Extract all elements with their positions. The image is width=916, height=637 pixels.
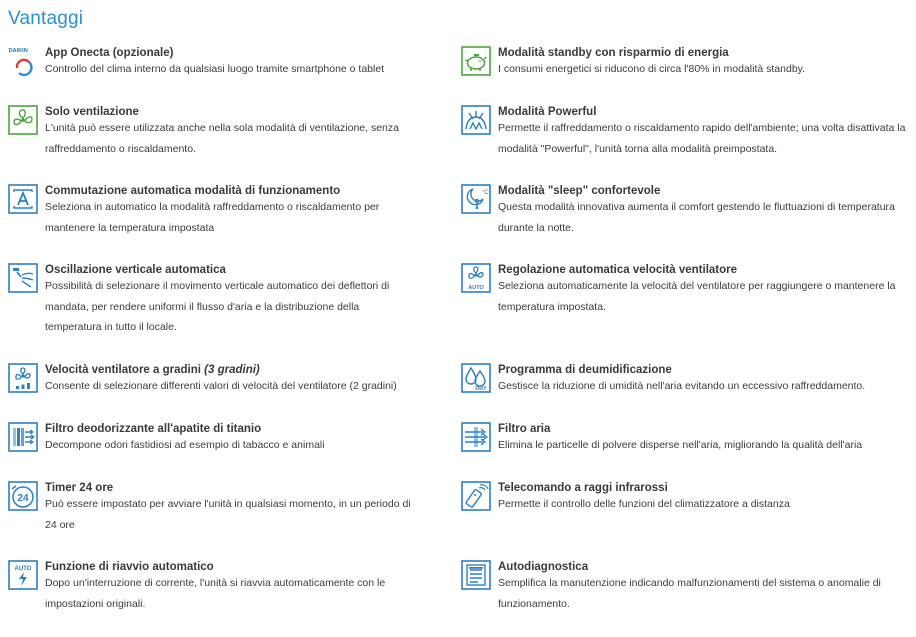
feature-description: Seleziona automaticamente la velocità del ventilatore per raggiungere o mantenere la temperatura impostata. xyxy=(498,280,896,313)
feature-description: Dopo un'interruzione di corrente, l'unità si riavvia automaticamente con le impostazioni originali. xyxy=(45,577,386,610)
feature-description: Questa modalità innovativa aumenta il comfort gestendo le fluttuazioni di temperatura durante la notte. xyxy=(498,201,895,234)
feature-title-main: Velocità ventilatore a gradini xyxy=(45,364,201,376)
feature-title: Oscillazione verticale automatica xyxy=(45,264,226,276)
vertical-swing-icon xyxy=(8,263,38,293)
feature-description: Possibilità di selezionare il movimento verticale automatico dei deflettori di mandata, per rendere uniformi il flusso d'aria e la distribuzione della temperatura in tutto il locale. xyxy=(45,280,390,333)
auto-mode-icon xyxy=(8,184,38,214)
feature-description: Permette il controllo delle funzioni del climatizzatore a distanza xyxy=(498,498,790,510)
dry-program-icon xyxy=(461,363,491,393)
feature-description: Semplifica la manutenzione indicando malfunzionamenti del sistema o anomalie di funzionamento. xyxy=(498,577,881,610)
timer-24-icon xyxy=(8,481,38,511)
feature-title: Solo ventilazione xyxy=(45,106,139,118)
feature-description: I consumi energetici si riducono di circa l'80% in modalità standby. xyxy=(498,63,806,75)
feature-title: Telecomando a raggi infrarossi xyxy=(498,482,668,494)
feature-description: Permette il raffreddamento o riscaldamento rapido dell'ambiente; una volta disattivata la modalità "Powerful", l'unità torna alla modalità preimpostata. xyxy=(498,122,906,155)
feature-title: Autodiagnostica xyxy=(498,561,589,573)
feature-description: Può essere impostato per avviare l'unità in qualsiasi momento, in un periodo di 24 ore xyxy=(45,498,411,531)
feature-title: Filtro deodorizzante all'apatite di titanio xyxy=(45,423,262,435)
feature-title: Timer 24 ore xyxy=(45,482,114,494)
feature-title: Modalità standby con risparmio di energia xyxy=(498,47,729,59)
auto-fan-icon-label: AUTO xyxy=(468,285,484,291)
feature-description: L'unità può essere utilizzata anche nella sola modalità di ventilazione, senza raffreddamento o riscaldamento. xyxy=(45,122,399,155)
piggy-bank-icon xyxy=(461,46,491,76)
feature-title: Programma di deumidificazione xyxy=(498,364,672,376)
feature-title: Funzione di riavvio automatico xyxy=(45,561,214,573)
feature-description: Consente di selezionare differenti valori di velocità del ventilatore (2 gradini) xyxy=(45,380,397,392)
feature-title: Filtro aria xyxy=(498,423,551,435)
auto-restart-icon-label: AUTO xyxy=(14,566,32,572)
dry-icon-label: DRY xyxy=(475,386,487,392)
page-title: Vantaggi xyxy=(8,8,84,29)
sleep-mode-icon xyxy=(461,184,491,214)
fan-icon xyxy=(8,105,38,135)
feature-title: Modalità Powerful xyxy=(498,106,597,118)
auto-fan-speed-icon xyxy=(461,263,491,293)
svg-text:°C: °C xyxy=(482,190,489,196)
remote-control-icon xyxy=(461,481,491,511)
daikin-brand-label: DAIKIN xyxy=(8,48,28,54)
auto-restart-icon xyxy=(8,560,38,590)
feature-description: Elimina le particelle di polvere disperse nell'aria, migliorando la qualità dell'aria xyxy=(498,439,863,451)
feature-description: Gestisce la riduzione di umidità nell'aria evitando un eccessivo raffreddamento. xyxy=(498,380,866,392)
air-filter-icon xyxy=(461,422,491,452)
timer-icon-label: 24 xyxy=(17,493,29,504)
self-diagnosis-icon xyxy=(461,560,491,590)
feature-title-note: (3 gradini) xyxy=(204,364,260,376)
feature-description: Controllo del clima interno da qualsiasi luogo tramite smartphone o tablet xyxy=(45,63,385,75)
feature-title: Modalità "sleep" confortevole xyxy=(498,185,661,197)
titanium-filter-icon xyxy=(8,422,38,452)
feature-title: Regolazione automatica velocità ventilatore xyxy=(498,264,738,276)
fan-steps-icon xyxy=(8,363,38,393)
feature-title: App Onecta (opzionale) xyxy=(45,47,174,59)
feature-title: Commutazione automatica modalità di funzionamento xyxy=(45,185,341,197)
feature-description: Decompone odori fastidiosi ad esempio di tabacco e animali xyxy=(45,439,325,451)
daikin-onecta-icon xyxy=(8,46,38,76)
feature-description: Seleziona in automatico la modalità raffreddamento o riscaldamento per mantenere la temperatura impostata xyxy=(45,201,380,234)
powerful-mode-icon xyxy=(461,105,491,135)
